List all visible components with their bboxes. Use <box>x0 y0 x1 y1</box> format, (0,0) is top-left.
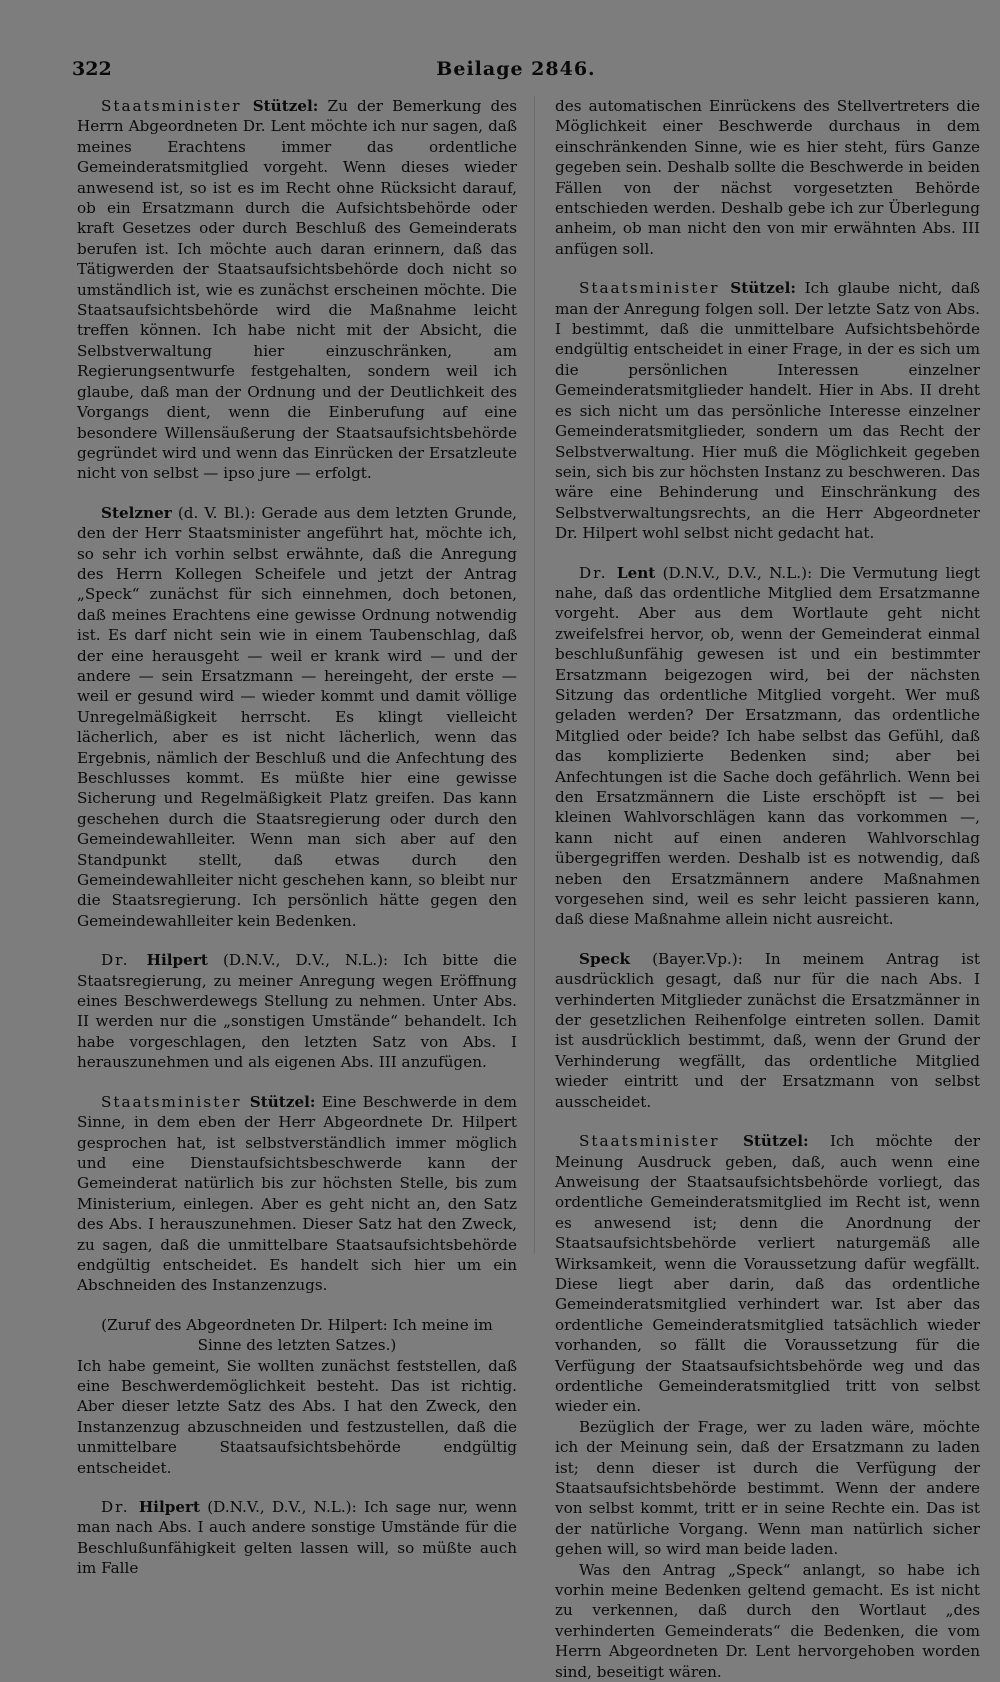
speech-text: Ich habe gemeint, Sie wollten zunächst feststellen, daß eine Beschwerdemöglichkeit besteht. Das ist richtig. Aber dieser letzte Satz des Abs. I hat den Zweck, den Instanzenzug abzuschneiden und festzustellen, daß die unmittelbare Staatsaufsichtsbehörde endgültig entscheidet. <box>77 1356 517 1477</box>
speech-paragraph <box>77 950 517 1072</box>
speaker-name: Hilpert <box>146 951 208 970</box>
speaker-name: Hilpert <box>138 1498 201 1516</box>
speech-text: Die Vermutung liegt nahe, daß das ordentliche Mitglied dem Ersatzmanne vorgeht. Aber aus dem Wortlaute geht nicht zweifelsfrei hervor, ob, wenn der Gemeinderat einmal beschlußunfähig gewesen ist und ein bestimmter Ersatzmann beigezogen wird, bei der nächsten Sitzung das ordentliche Mitglied vorgeht. Wer muß geladen werden? Der Ersatzmann, das ordentliche Mitglied oder beide? Ich habe selbst das Gefühl, daß das komplizierte Bedenken sind; aber bei Anfechtungen ist die Sache doch gefährlich. Wenn bei den Ersatzmännern die Liste erschöpft ist — bei kleinen Wahlvorschlägen kann das vorkommen —, kann nicht auf einen anderen Wahlvorschlag übergegriffen werden. Deshalb ist es notwendig, daß neben den Ersatzmännern andere Maßnahmen vorgesehen sind, weil es sehr leicht passieren kann, daß diese Maßnahme allein nicht ausreicht. <box>555 563 980 929</box>
speaker-party: (D.N.V., D.V., N.L.): <box>655 563 813 582</box>
speaker-title: Staatsminister <box>579 1132 743 1151</box>
speech-paragraph <box>77 1497 517 1579</box>
speech-text: Ich möchte der Meinung Ausdruck geben, daß, auch wenn eine Anweisung der Staatsaufsichtsbehörde vorliegt, das ordentliche Gemeinderatsmitglied im Recht ist, wenn es anwesend ist; denn die Anordnung der Staatsaufsichtsbehörde verliert naturgemäß alle Wirksamkeit, wenn die Voraussetzung dafür wegfällt. Diese liegt aber darin, daß das ordentliche Gemeinderatsmitglied verhindert war. Ist aber das ordentliche Gemeinderatsmitglied tatsächlich wieder vorhanden, so fällt die Voraussetzung für die Verfügung der Staatsaufsichtsbehörde weg und das ordentliche Gemeinderatsmitglied tritt von selbst wieder ein. <box>555 1132 980 1416</box>
speaker-party: (d. V. Bl.): <box>171 503 256 522</box>
interjection-text: (Zuruf des Abgeordneten Dr. Hilpert: Ich meine im Sinne des letzten Satzes.) <box>101 1315 493 1355</box>
speaker-name: Speck <box>579 949 631 968</box>
speech-paragraph <box>555 278 980 543</box>
speech-paragraph <box>555 1417 980 1560</box>
speech-text: Gerade aus dem letzten Grunde, den der Herr Staatsminister angeführt hat, möchte ich, so sehr ich vorhin selbst erwähnte, daß die Anregung des Herrn Kollegen Scheifele und jetzt der Antrag „Speck“ zunächst für sich einnehmen, doch betonen, daß meines Erachtens eine gewisse Ordnung notwendig ist. Es darf nicht sein wie in einem Taubenschlag, daß der eine herausgeht — weil er krank wird — und der andere — sein Ersatzmann — hereingeht, der erste — weil er gesund wird — wieder kommt und damit völlige Unregelmäßigkeit herrscht. Es klingt vielleicht lächerlich, aber es ist nicht lächerlich, wenn das Ergebnis, nämlich der Beschluß und die Anfechtung des Beschlusses kommt. Es müßte hier eine gewisse Sicherung und Regelmäßigkeit Platz greifen. Das kann geschehen durch die Staatsregierung oder durch den Gemeindewahlleiter. Wenn man sich aber auf den Standpunkt stellt, daß etwas durch den Gemeindewahlleiter nicht geschehen kann, so bleibt nur die Staatsregierung. Ich persönlich hätte gegen den Gemeindewahlleiter kein Bedenken. <box>77 503 518 930</box>
speech-text: In meinem Antrag ist ausdrücklich gesagt, daß nur für die nach Abs. I verhinderten Mitglieder zunächst die Ersatzmänner in der gesetzlichen Reihenfolge eintreten sollen. Damit ist ausdrücklich bestimmt, daß, wenn der Grund der Verhinderung wegfällt, das ordentliche Mitglied wieder eintritt und der Ersatzmann von selbst ausscheidet. <box>555 949 981 1111</box>
speech-text: Ich bitte die Staatsregierung, zu meiner Anregung wegen Eröffnung eines Beschwerdewegs Stellung zu nehmen. Unter Abs. II werden nur die „sonstigen Umstände“ behandelt. Ich habe vorgeschlagen, den letzten Satz von Abs. I herauszunehmen und als eigenen Abs. III anzufügen. <box>77 951 517 1072</box>
right-column <box>555 96 981 1681</box>
speaker-name: Stützel: <box>249 1092 316 1111</box>
speech-text: Ich glaube nicht, daß man der Anregung folgen soll. Der letzte Satz von Abs. I bestimmt, daß die unmittelbare Aufsichtsbehörde endgültig entscheidet in einer Frage, in der es sich um die persönlichen Interessen einzelner Gemeinderatsmitglieder handelt. Hier in Abs. II dreht es sich nicht um das persönliche Interesse einzelner Gemeinderatsmitglieder, sondern um das Recht der Selbstverwaltung. Hier muß die Möglichkeit gegeben sein, sich bis zur höchsten Instanz zu beschweren. Das wäre eine Behinderung und Einschränkung des Selbstverwaltungsrechts, an die Herr Abgeordneter Dr. Hilpert wohl selbst nicht gedacht hat. <box>555 279 980 543</box>
speaker-title: Dr. <box>101 951 147 970</box>
column-divider <box>534 96 535 1254</box>
page-number: 322 <box>72 58 112 80</box>
speaker-name: Stelzner <box>101 503 172 522</box>
speaker-title: Dr. <box>579 563 617 582</box>
speaker-party: (D.N.V., D.V., N.L.): <box>207 951 389 970</box>
speech-text: des automatischen Einrückens des Stellvertreters die Möglichkeit einer Beschwerde durchaus in dem einschränkenden Sinne, wie es hier steht, fürs Ganze gegeben sein. Deshalb sollte die Beschwerde in beiden Fällen von der nächst vorgesetzten Behörde entschieden werden. Deshalb gebe ich zur Überlegung anheim, ob man nicht den von mir erwähnten Abs. III anfügen soll. <box>555 97 980 258</box>
speaker-name: Stützel: <box>742 1132 809 1151</box>
speech-paragraph <box>555 1131 980 1417</box>
speech-paragraph <box>77 96 517 484</box>
running-title: Beilage 2846. <box>436 58 596 80</box>
speech-text: Eine Beschwerde in dem Sinne, in dem eben der Herr Abgeordnete Dr. Hilpert gesprochen hat, ist selbstverständlich immer möglich und eine Dienstaufsichtsbeschwerde kann der Gemeinderat natürlich bis zur höchsten Stelle, bis zum Ministerium, einlegen. Aber es geht nicht an, den Satz des Abs. I herauszunehmen. Dieser Satz hat den Zweck, zu sagen, daß die unmittelbare Staatsaufsichtsbehörde endgültig entscheidet. Es handelt sich hier um ein Abschneiden des Instanzenzugs. <box>77 1092 517 1295</box>
speech-paragraph <box>77 1356 517 1478</box>
speech-paragraph <box>555 949 980 1112</box>
speaker-title: Staatsminister <box>101 97 253 115</box>
speech-paragraph <box>555 96 980 259</box>
interjection <box>77 1315 517 1356</box>
speaker-name: Lent <box>616 563 656 582</box>
speaker-title: Staatsminister <box>579 279 731 298</box>
speaker-title: Dr. <box>101 1498 139 1516</box>
speech-text: Was den Antrag „Speck“ anlangt, so habe ich vorhin meine Bedenken geltend gemacht. Es ist nicht zu verkennen, daß durch den Wortlaut „des verhinderten Gemeinderats“ die Bedenken, die vom Herrn Abgeordneten Dr. Lent hervorgehoben worden sind, beseitigt wären. <box>555 1560 980 1681</box>
speaker-name: Stützel: <box>730 279 796 298</box>
speech-paragraph <box>555 1560 980 1682</box>
speaker-title: Staatsminister <box>101 1092 250 1111</box>
speech-paragraph <box>77 503 517 932</box>
speaker-party: (D.N.V., D.V., N.L.): <box>200 1498 357 1516</box>
left-column <box>77 96 518 1578</box>
speech-text: Zu der Bemerkung des Herrn Abgeordneten Dr. Lent möchte ich nur sagen, daß meines Erachtens immer das ordentliche Gemeinderatsmitglied vorgeht. Wenn dieses wieder anwesend ist, so ist es im Recht ohne Rücksicht darauf, ob ein Ersatzmann durch die Aufsichtsbehörde oder kraft Gesetzes oder durch Beschluß des Gemeinderats berufen ist. Ich möchte auch daran erinnern, daß das Tätigwerden der Staatsaufsichtsbehörde doch nicht so umständlich ist, wie es zunächst erscheinen möchte. Die Staatsaufsichtsbehörde wird die Maßnahme leicht treffen können. Ich habe nicht mit der Absicht, die Selbstverwaltung hier einzuschränken, am Regierungsentwurfe festgehalten, sondern weil ich glaube, daß man der Ordnung und der Deutlichkeit des Vorgangs dient, wenn die Einberufung auf eine besondere Willensäußerung der Staatsaufsichtsbehörde gegründet wird und wenn das Einrücken der Ersatzleute nicht von selbst — ipso jure — erfolgt. <box>77 97 517 483</box>
speaker-name: Stützel: <box>252 97 319 115</box>
speech-paragraph <box>555 563 980 930</box>
speech-paragraph <box>77 1092 517 1296</box>
page-header <box>72 58 960 88</box>
speech-text: Bezüglich der Frage, wer zu laden wäre, möchte ich der Meinung sein, daß der Ersatzmann zu laden ist; denn dieser ist durch die Verfügung der Staatsaufsichtsbehörde bestimmt. Wenn der andere von selbst kommt, tritt er in seine Rechte ein. Das ist der natürliche Vorgang. Wenn man natürlich sicher gehen will, so wird man beide laden. <box>555 1417 980 1559</box>
speech-text: Ich sage nur, wenn man nach Abs. I auch andere sonstige Umstände für die Beschlußunfähigkeit gelten lassen will, so müßte auch im Falle <box>77 1498 517 1578</box>
speaker-party: (Bayer.Vp.): <box>630 949 743 968</box>
